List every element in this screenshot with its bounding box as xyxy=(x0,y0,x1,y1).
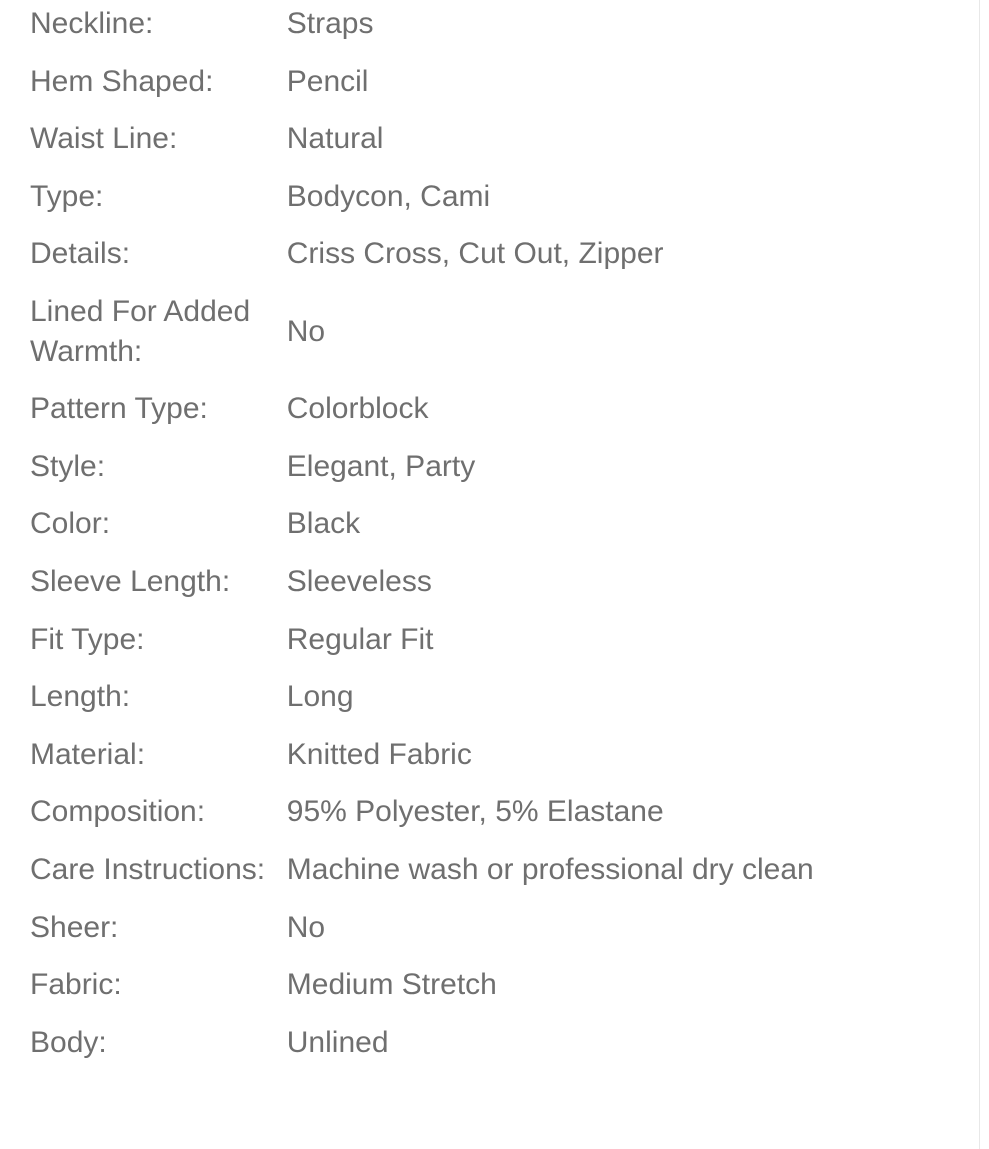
spec-label: Style: xyxy=(30,449,106,483)
table-row xyxy=(0,283,980,380)
table-row xyxy=(0,841,980,899)
table-row xyxy=(0,53,980,111)
spec-label: Sleeve Length: xyxy=(30,564,231,598)
table-row xyxy=(0,668,980,726)
spec-value: 95% Polyester, 5% Elastane xyxy=(286,795,664,829)
spec-value: Colorblock xyxy=(286,392,429,426)
spec-label: Type: xyxy=(30,179,104,213)
spec-label: Hem Shaped: xyxy=(30,64,214,98)
table-row xyxy=(0,110,980,168)
table-row xyxy=(0,956,980,1014)
table-row xyxy=(0,783,980,841)
spec-value: Sleeveless xyxy=(286,564,432,598)
spec-label: Fabric: xyxy=(30,968,122,1002)
table-row xyxy=(0,553,980,611)
table-row xyxy=(0,495,980,553)
table-row xyxy=(0,1014,980,1072)
spec-value: Black xyxy=(286,507,361,541)
table-row xyxy=(0,611,980,669)
spec-label: Fit Type: xyxy=(30,622,145,656)
spec-value: No xyxy=(286,314,326,348)
page-right-margin xyxy=(979,0,989,1149)
spec-value: Bodycon, Cami xyxy=(286,179,491,213)
spec-value: Natural xyxy=(286,122,384,156)
table-row xyxy=(0,899,980,957)
table-row xyxy=(0,438,980,496)
spec-label: Care Instructions: xyxy=(30,852,266,886)
table-row xyxy=(0,726,980,784)
spec-label: Composition: xyxy=(30,795,206,829)
table-row xyxy=(0,380,980,438)
spec-value: No xyxy=(286,910,326,944)
table-row xyxy=(0,168,980,226)
spec-value: Criss Cross, Cut Out, Zipper xyxy=(286,237,664,271)
table-row xyxy=(0,225,980,283)
spec-value: Machine wash or professional dry clean xyxy=(286,852,814,886)
spec-value: Regular Fit xyxy=(286,622,434,656)
spec-label: Pattern Type: xyxy=(30,392,208,426)
spec-value: Long xyxy=(286,680,354,714)
table-row xyxy=(0,0,980,53)
spec-value: Elegant, Party xyxy=(286,449,476,483)
spec-label: Waist Line: xyxy=(30,122,178,156)
spec-value: Straps xyxy=(286,7,374,40)
spec-label: Color: xyxy=(30,507,111,541)
spec-label: Material: xyxy=(30,737,146,771)
spec-value: Medium Stretch xyxy=(286,968,497,1002)
spec-label: Length: xyxy=(30,680,131,714)
spec-value: Unlined xyxy=(286,1025,389,1059)
spec-value: Pencil xyxy=(286,64,369,98)
spec-label: Lined For Added Warmth: xyxy=(30,294,251,368)
spec-label: Neckline: xyxy=(30,7,154,40)
spec-label: Sheer: xyxy=(30,910,119,944)
spec-value: Knitted Fabric xyxy=(286,737,472,771)
spec-label: Body: xyxy=(30,1025,107,1059)
spec-label: Details: xyxy=(30,237,131,271)
